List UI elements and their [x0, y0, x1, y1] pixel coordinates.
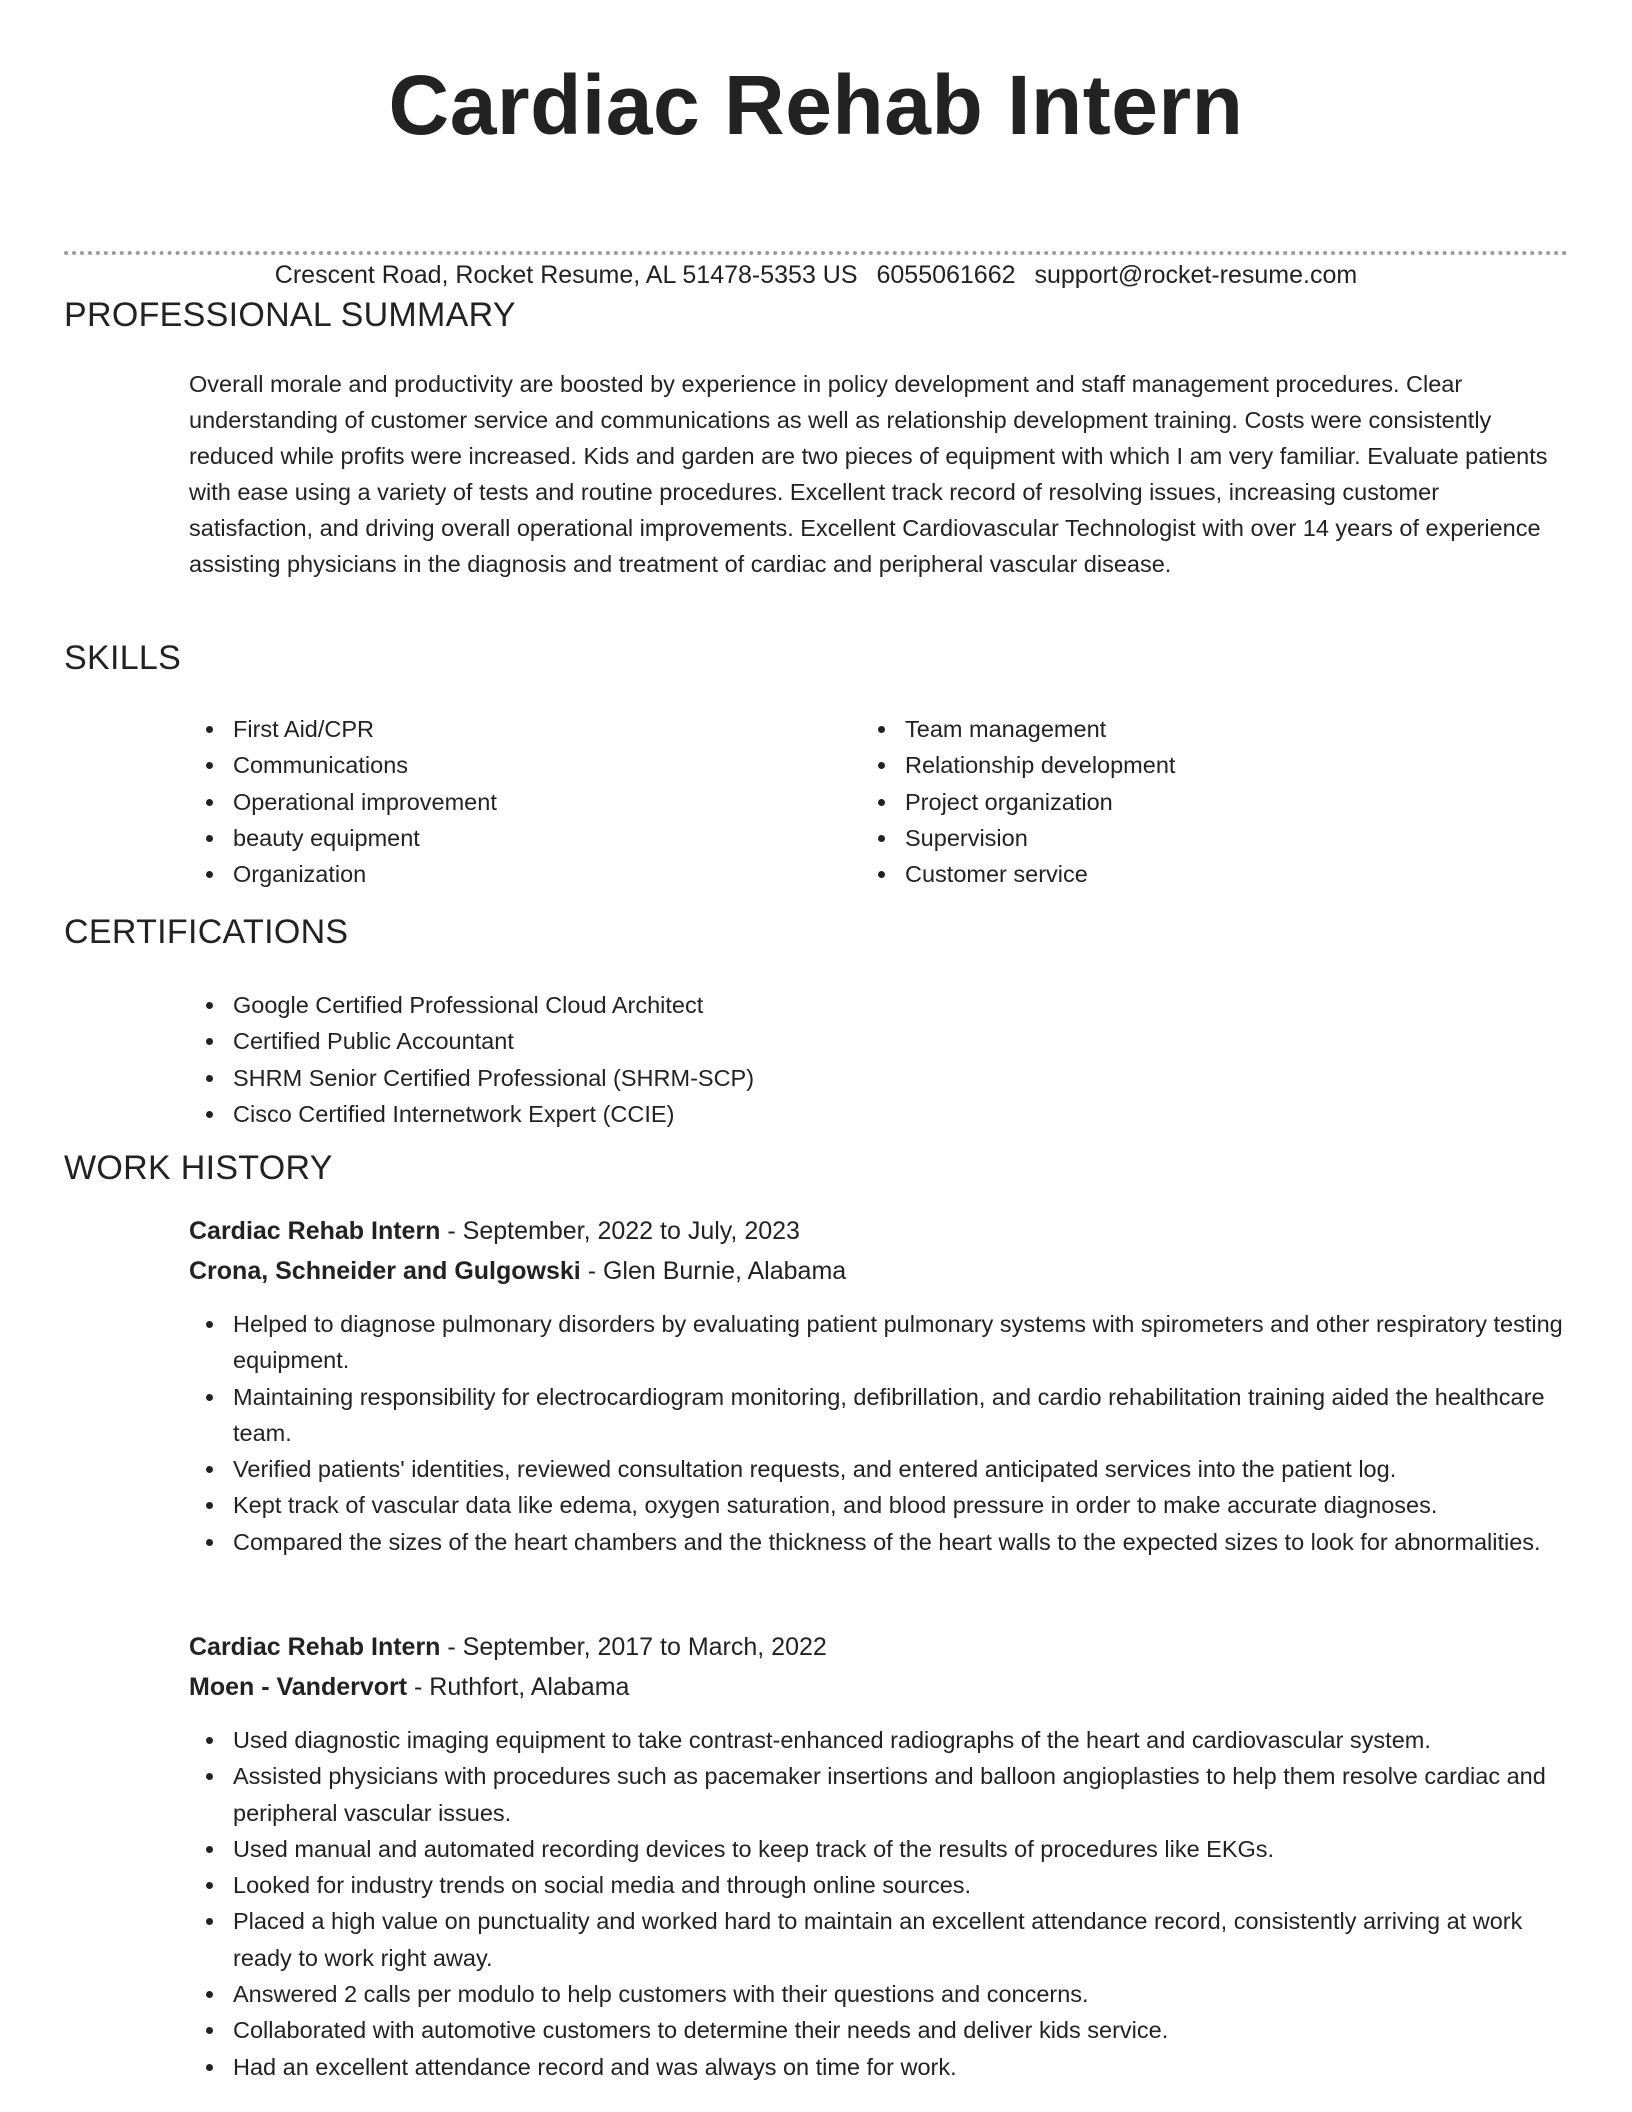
contact-line — [0, 258, 1632, 292]
job-bullet: Compared the sizes of the heart chambers and the thickness of the heart walls to the expected sizes to look for abnormalities. — [189, 1524, 1579, 1560]
skill-item: First Aid/CPR — [189, 711, 497, 747]
job-company-line — [189, 1251, 846, 1291]
job-bullet: Had an excellent attendance record and was always on time for work. — [189, 2049, 1579, 2085]
summary-text: Overall morale and productivity are boosted by experience in policy development and staff management procedures. Clear understanding of customer service and communications as well as relationship development training. Costs were consistently reduced while profits were increased. Kids and garden are two pieces of equipment with which I am very familiar. Evaluate patients with ease using a variety of tests and routine procedures. Excellent track record of resolving issues, increasing customer satisfaction, and driving overall operational improvements. Excellent Cardiovascular Technologist with over 14 years of experience assisting physicians in the diagnosis and treatment of cardiac and peripheral vascular disease. — [189, 371, 1548, 577]
section-title-skills: SKILLS — [64, 639, 182, 677]
job-bullet: Assisted physicians with procedures such as pacemaker insertions and balloon angioplasties to help them resolve cardiac and peripheral vascular issues. — [189, 1758, 1579, 1831]
job-bullet: Maintaining responsibility for electrocardiogram monitoring, defibrillation, and cardio rehabilitation training aided the healthcare team. — [189, 1379, 1579, 1452]
job-company-line — [189, 1667, 629, 1707]
certification-item: SHRM Senior Certified Professional (SHRM-SCP) — [189, 1060, 754, 1096]
certification-item: Certified Public Accountant — [189, 1023, 754, 1059]
job-title-line — [189, 1211, 800, 1251]
section-title-certifications: CERTIFICATIONS — [64, 913, 349, 951]
job-company: Crona, Schneider and Gulgowski — [189, 1257, 581, 1285]
phone: 6055061662 — [876, 261, 1016, 289]
job-bullet: Kept track of vascular data like edema, oxygen saturation, and blood pressure in order to make accurate diagnoses. — [189, 1487, 1579, 1523]
skill-item: Project organization — [861, 784, 1175, 820]
job-bullet: Used manual and automated recording devices to keep track of the results of procedures like EKGs. — [189, 1831, 1579, 1867]
job-bullet: Answered 2 calls per modulo to help customers with their questions and concerns. — [189, 1976, 1579, 2012]
certification-item: Cisco Certified Internetwork Expert (CCIE) — [189, 1096, 754, 1132]
skill-item: beauty equipment — [189, 820, 497, 856]
skill-item: Communications — [189, 747, 497, 783]
job-bullet: Collaborated with automotive customers to determine their needs and deliver kids service. — [189, 2012, 1579, 2048]
job-company: Moen - Vandervort — [189, 1673, 408, 1701]
job-dates: - September, 2022 to July, 2023 — [440, 1217, 800, 1245]
skill-item: Organization — [189, 856, 497, 892]
section-title-work-history: WORK HISTORY — [64, 1149, 333, 1187]
skills-list-left — [189, 711, 497, 892]
skill-item: Supervision — [861, 820, 1175, 856]
candidate-name: Cardiac Rehab Intern — [388, 58, 1244, 152]
job-location: - Ruthfort, Alabama — [407, 1673, 630, 1701]
skill-item: Team management — [861, 711, 1175, 747]
email: support@rocket-resume.com — [1034, 261, 1358, 289]
job-bullet: Used diagnostic imaging equipment to take contrast-enhanced radiographs of the heart and cardiovascular system. — [189, 1722, 1579, 1758]
certifications-list — [189, 987, 754, 1132]
job-title: Cardiac Rehab Intern — [189, 1633, 441, 1661]
section-title-summary: PROFESSIONAL SUMMARY — [64, 296, 516, 334]
skill-item: Relationship development — [861, 747, 1175, 783]
job-title-line — [189, 1627, 827, 1667]
job-bullet: Looked for industry trends on social media and through online sources. — [189, 1867, 1579, 1903]
job-bullet: Placed a high value on punctuality and worked hard to maintain an excellent attendance record, consistently arriving at work ready to work right away. — [189, 1903, 1579, 1976]
job-dates: - September, 2017 to March, 2022 — [440, 1633, 827, 1661]
job-bullet: Verified patients' identities, reviewed consultation requests, and entered anticipated services into the patient log. — [189, 1451, 1579, 1487]
skills-list-right — [861, 711, 1175, 892]
job-bullets — [189, 1722, 1579, 2085]
job-title: Cardiac Rehab Intern — [189, 1217, 441, 1245]
skill-item: Customer service — [861, 856, 1175, 892]
address: Crescent Road, Rocket Resume, AL 51478-5353 US — [274, 261, 858, 289]
skill-item: Operational improvement — [189, 784, 497, 820]
certification-item: Google Certified Professional Cloud Architect — [189, 987, 754, 1023]
header-divider — [64, 251, 1568, 255]
job-bullets — [189, 1306, 1579, 1560]
job-location: - Glen Burnie, Alabama — [580, 1257, 847, 1285]
job-bullet: Helped to diagnose pulmonary disorders by evaluating patient pulmonary systems with spirometers and other respiratory testing equipment. — [189, 1306, 1579, 1379]
